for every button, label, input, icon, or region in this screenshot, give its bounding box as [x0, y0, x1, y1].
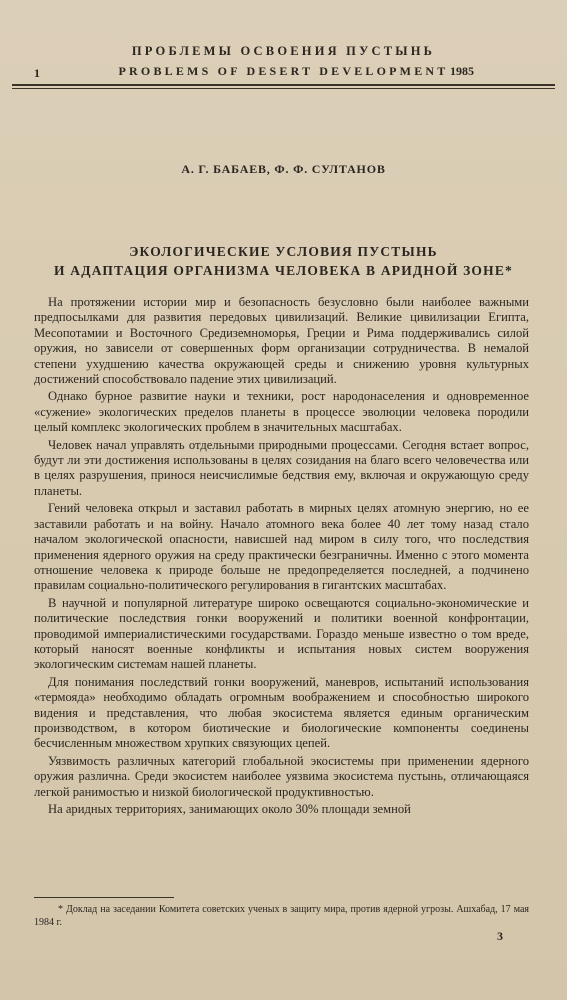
article-title-line-1: ЭКОЛОГИЧЕСКИЕ УСЛОВИЯ ПУСТЫНЬ [129, 244, 438, 259]
issue-year: 1985 [450, 64, 474, 78]
paragraph: Однако бурное развитие науки и техники, рост народонаселения и одновременное «сужение» экологических пределов планеты в процессе эволюции человека породили целый комплекс экологических проблем в значительных масштабах. [34, 389, 529, 435]
paragraph: В научной и популярной литературе широко освещаются социально-экономические и политические последствия гонки вооружений и политики военной конфронтации, проводимой империалистическими государствами. Гораздо меньше известно о том вреде, который наносят военные конфликты и испытания новых систем вооружения экологическим системам нашей планеты. [34, 595, 529, 672]
journal-title-ru: ПРОБЛЕМЫ ОСВОЕНИЯ ПУСТЫНЬ [131, 44, 436, 58]
paragraph: Гений человека открыл и заставил работать в мирных целях атомную энергию, но ее заставили работать и на войну. Начало атомного века более 40 лет тому назад стало началом экологической опасности, нависшей над миром в силу того, что последствия применения ядерного оружия на среду практически безграничны. Именно с этого момента отношение человека к природе больше не предопределяется последней, а подчинено правилам социально-политического регулирования в гигантских масштабах. [34, 501, 529, 593]
article-authors: А. Г. БАБАЕВ, Ф. Ф. СУЛТАНОВ [181, 162, 386, 176]
paragraph: Человек начал управлять отдельными природными процессами. Сегодня встает вопрос, будут ли эти достижения использованы в целях созидания на благо всего человечества или в целях разрушения, принося неисчислимые бедствия ему, включая и окружающую среду планеты. [34, 437, 529, 498]
paragraph: На аридных территориях, занимающих около 30% площади земной [48, 802, 411, 816]
header-rule [12, 84, 555, 86]
article-body [34, 295, 529, 819]
footnote-rule [34, 897, 174, 898]
header-rule-thin [12, 88, 555, 89]
paragraph: На протяжении истории мир и безопасность безусловно были наиболее важными предпосылками для развития передовых цивилизаций. Великие цивилизации Египта, Месопотамии и Восточного Средиземноморья, Греции и Рима поддерживались силой оружия, но зависели от совершенных форм организации сотрудничества. В немалой степени ухудшению качества окружающей среды и снижению уровня культурных достижений способствовало падение этих цивилизаций. [34, 295, 529, 387]
paragraph: Уязвимость различных категорий глобальной экосистемы при применении ядерного оружия различна. Среди экосистем наиболее уязвима экосистема пустынь, отличающаяся легкой ранимостью и низкой биологической продуктивностью. [34, 753, 529, 799]
issue-number: 1 [34, 66, 40, 80]
article-title [0, 242, 567, 280]
page-number: 3 [497, 929, 503, 943]
footnote: * Доклад на заседании Комитета советских ученых в защиту мира, против ядерной угрозы. Ашхабад, 17 мая 1984 г. [34, 904, 529, 928]
journal-title-en: PROBLEMS OF DESERT DEVELOPMENT [118, 64, 449, 78]
article-title-line-2: И АДАПТАЦИЯ ОРГАНИЗМА ЧЕЛОВЕКА В АРИДНОЙ ЗОНЕ* [54, 263, 513, 278]
paragraph: Для понимания последствий гонки вооружений, маневров, испытаний использования «термояда» необходимо обладать огромным воображением и способностью широкого видения и представления, что любая экосистема является единым органическим производством, в котором биотические и биологические компоненты соединены бесчисленным множеством хрупких связующих цепей. [34, 674, 529, 751]
